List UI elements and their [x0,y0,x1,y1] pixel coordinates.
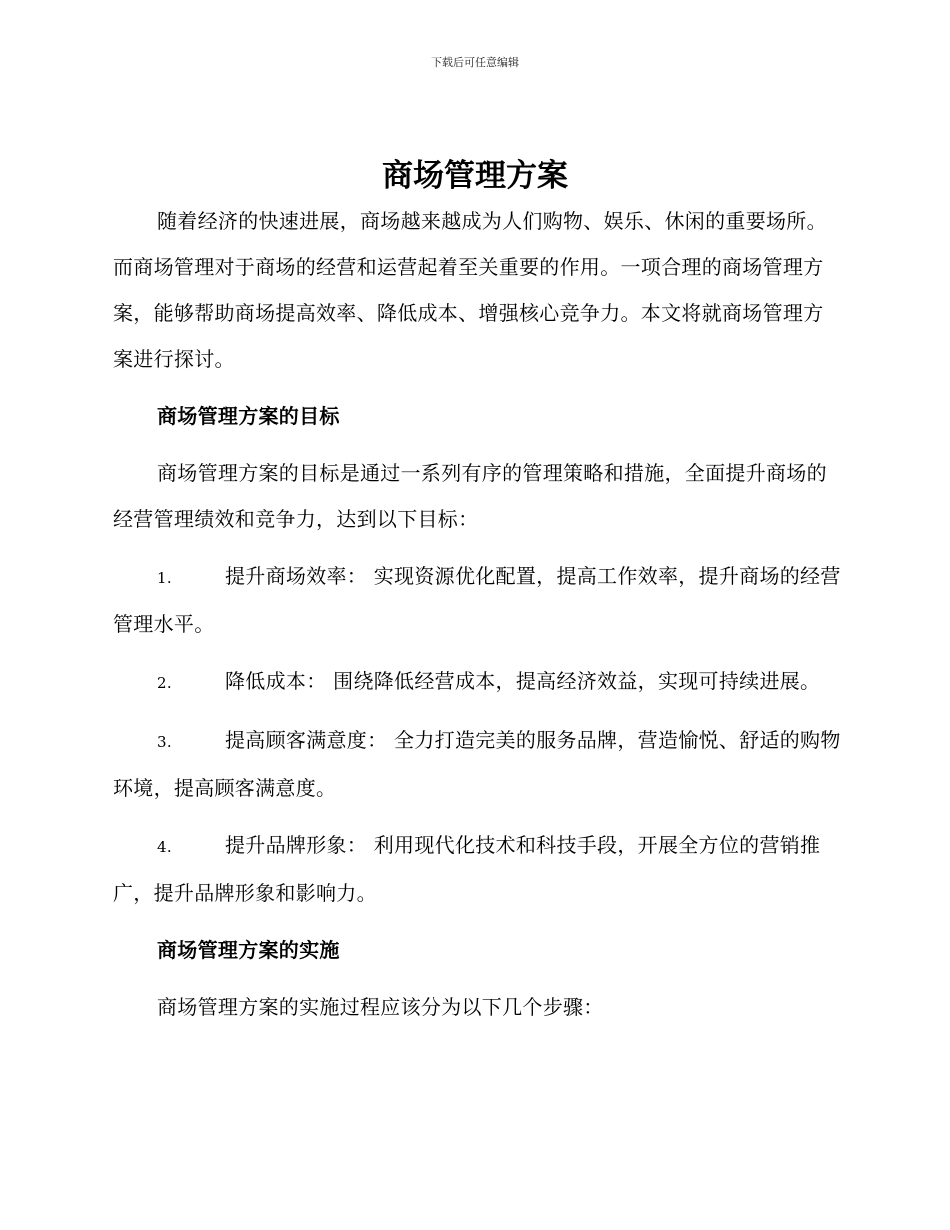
implementation-intro-paragraph: 商场管理方案的实施过程应该分为以下几个步骤： [157,995,604,1019]
list-number: 1. [157,569,172,587]
intro-paragraph: 随着经济的快速进展，商场越来越成为人们购物、娱乐、休闲的重要场所。而商场管理对于商场的经营和运营起着至关重要的作用。一项合理的商场管理方案，能够帮助商场提高效率、降低成本、增强核心竞争力。本文将就商场管理方案进行探讨。 [113,209,827,371]
header-note: 下载后可任意编辑 [431,56,519,69]
list-item-text: 提高顾客满意度： 全力打造完美的服务品牌，营造愉悦、舒适的购物环境，提高顾客满意度。 [113,728,841,800]
section-heading-goals: 商场管理方案的目标 [157,404,340,428]
list-number: 4. [157,838,172,856]
goals-intro-paragraph: 商场管理方案的目标是通过一系列有序的管理策略和措施，全面提升商场的经营管理绩效和竞争力，达到以下目标： [113,461,827,531]
list-item [113,822,841,916]
list-item-text: 降低成本： 围绕降低经营成本，提高经济效益，实现可持续进展。 [225,669,821,693]
document-body [113,198,841,1030]
list-item [113,717,841,811]
list-item [113,553,841,647]
list-item-text: 提升品牌形象： 利用现代化技术和科技手段，开展全方位的营销推广，提升品牌形象和影响力。 [113,833,821,905]
list-item [113,658,841,706]
list-number: 3. [157,733,172,751]
document-title: 商场管理方案 [382,158,568,194]
section-heading-implementation: 商场管理方案的实施 [157,938,340,962]
list-number: 2. [157,674,172,692]
list-item-text: 提升商场效率： 实现资源优化配置，提高工作效率，提升商场的经营管理水平。 [113,564,841,636]
